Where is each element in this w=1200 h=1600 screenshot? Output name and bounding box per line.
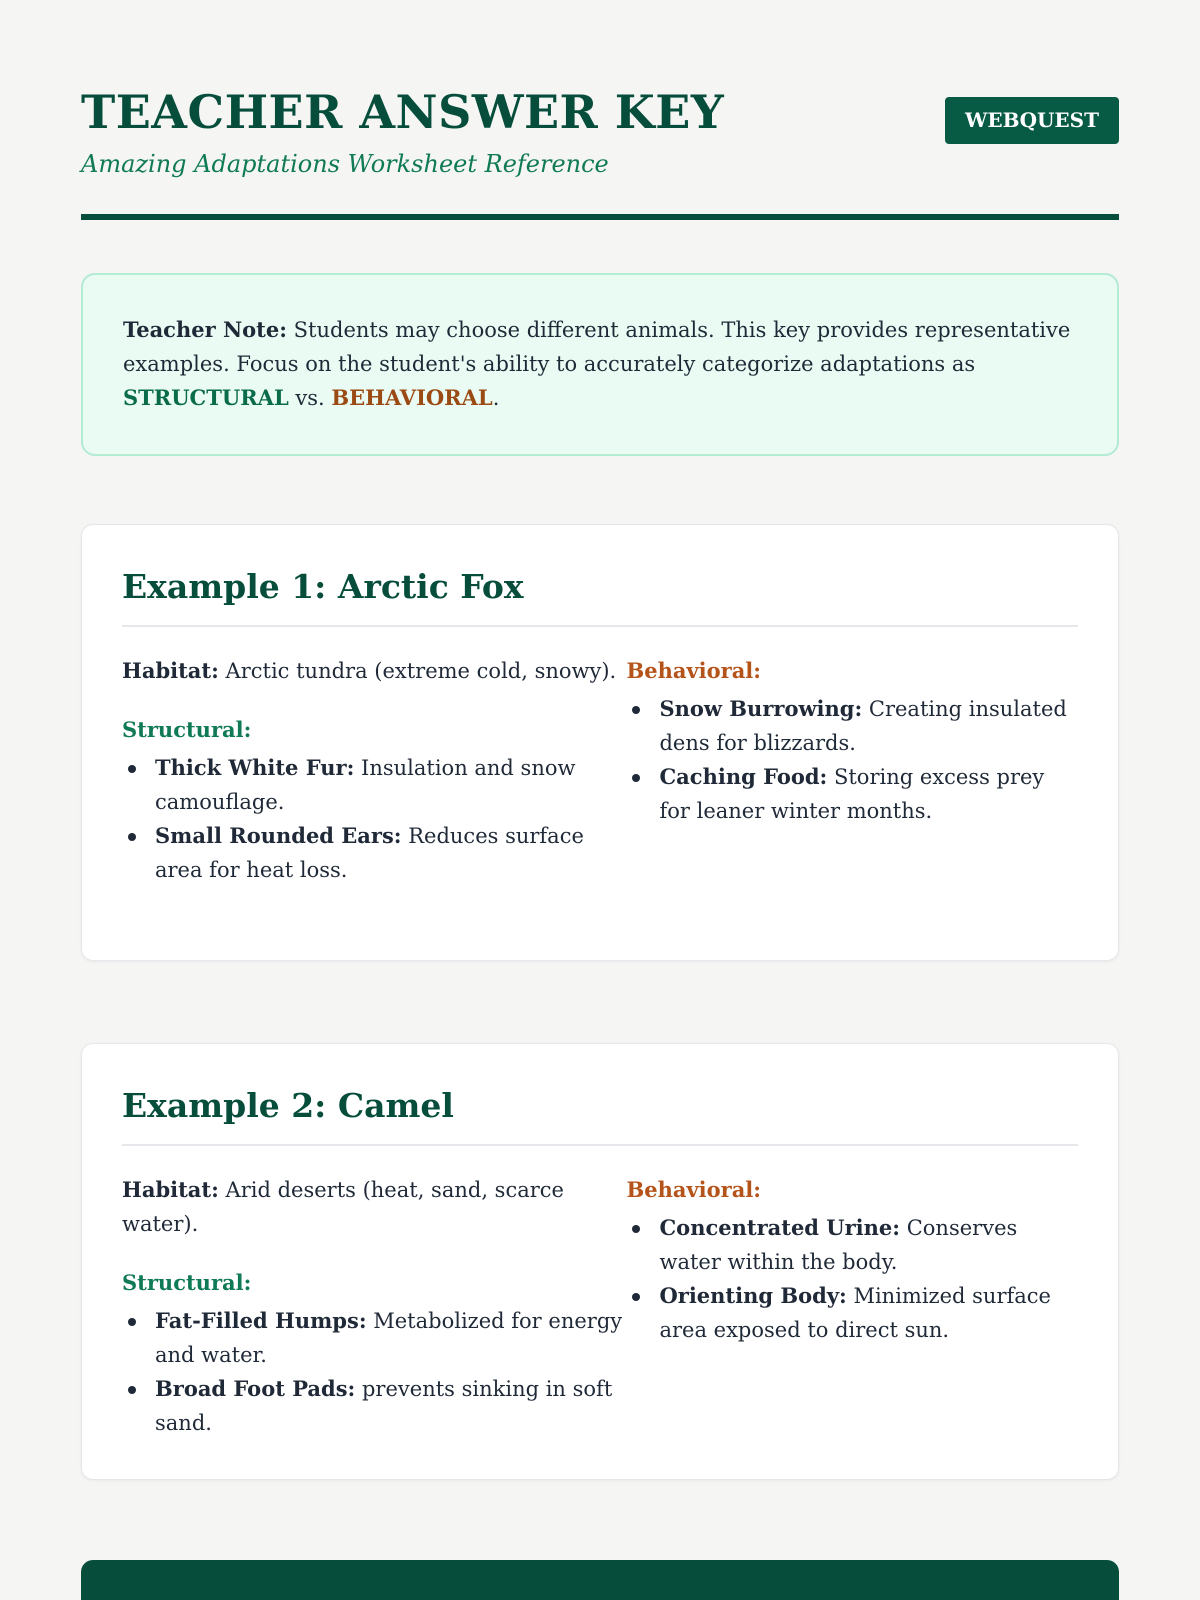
behavioral-list xyxy=(626,692,1078,828)
adaptation-term: Thick White Fur: xyxy=(155,755,355,780)
example-title: Example 1: Arctic Fox xyxy=(122,559,1078,627)
behavioral-keyword: BEHAVIORAL xyxy=(331,385,493,410)
list-item xyxy=(626,692,1078,760)
page-title: TEACHER ANSWER KEY xyxy=(81,85,725,139)
adaptation-term: Small Rounded Ears: xyxy=(155,823,402,848)
teacher-note-end: . xyxy=(492,386,500,410)
teacher-note-middle: vs. xyxy=(288,386,332,410)
adaptation-desc: prevents sinking in soft sand. xyxy=(155,1377,613,1435)
adaptation-term: Caching Food: xyxy=(659,764,828,789)
teacher-note xyxy=(81,273,1119,456)
list-item xyxy=(122,1304,626,1372)
list-item xyxy=(626,760,1078,828)
habitat-label: Habitat: xyxy=(122,658,219,683)
adaptation-desc: Minimized surface area exposed to direct sun. xyxy=(659,1284,1051,1342)
adaptation-term: Concentrated Urine: xyxy=(659,1215,901,1240)
adaptation-term: Orienting Body: xyxy=(659,1283,847,1308)
example-title: Example 2: Camel xyxy=(122,1078,1078,1146)
habitat-text: Arid deserts (heat, sand, scarce water). xyxy=(122,1178,564,1236)
habitat xyxy=(122,654,626,688)
structural-list xyxy=(122,1304,626,1440)
teacher-note-text: Students may choose different animals. This key provides representative examples. Focus on the student's ability to accurately categorize adaptations as xyxy=(123,318,1071,376)
structural-heading: Structural: xyxy=(122,717,252,742)
structural-heading: Structural: xyxy=(122,1270,252,1295)
list-item xyxy=(626,1279,1078,1347)
webquest-badge: WEBQUEST xyxy=(945,97,1119,144)
adaptation-desc: Storing excess prey for leaner winter months. xyxy=(659,765,1045,823)
example-card-camel xyxy=(81,1043,1119,1480)
behavioral-column xyxy=(626,1173,1078,1440)
structural-column xyxy=(122,1173,626,1440)
adaptation-desc: Creating insulated dens for blizzards. xyxy=(659,697,1067,755)
example-card-arctic-fox xyxy=(81,524,1119,961)
behavioral-column xyxy=(626,654,1078,887)
teacher-note-label: Teacher Note: xyxy=(123,317,287,342)
adaptation-term: Fat-Filled Humps: xyxy=(155,1308,367,1333)
structural-column xyxy=(122,654,626,887)
habitat-text: Arctic tundra (extreme cold, snowy). xyxy=(218,659,617,683)
structural-list xyxy=(122,751,626,887)
behavioral-heading: Behavioral: xyxy=(626,1177,762,1202)
list-item xyxy=(122,751,626,819)
behavioral-heading: Behavioral: xyxy=(626,658,762,683)
page-subtitle: Amazing Adaptations Worksheet Reference xyxy=(81,150,609,178)
list-item xyxy=(626,1211,1078,1279)
adaptation-desc: Insulation and snow camouflage. xyxy=(155,756,576,814)
adaptation-term: Broad Foot Pads: xyxy=(155,1376,356,1401)
habitat xyxy=(122,1173,626,1241)
header xyxy=(81,0,1119,220)
list-item xyxy=(122,819,626,887)
habitat-label: Habitat: xyxy=(122,1177,219,1202)
adaptation-desc: Reduces surface area for heat loss. xyxy=(155,824,584,882)
structural-keyword: STRUCTURAL xyxy=(123,385,289,410)
footer-bar xyxy=(81,1560,1119,1600)
adaptation-term: Snow Burrowing: xyxy=(659,696,863,721)
behavioral-list xyxy=(626,1211,1078,1347)
adaptation-desc: Conserves water within the body. xyxy=(659,1216,1018,1274)
adaptation-desc: Metabolized for energy and water. xyxy=(155,1309,623,1367)
list-item xyxy=(122,1372,626,1440)
